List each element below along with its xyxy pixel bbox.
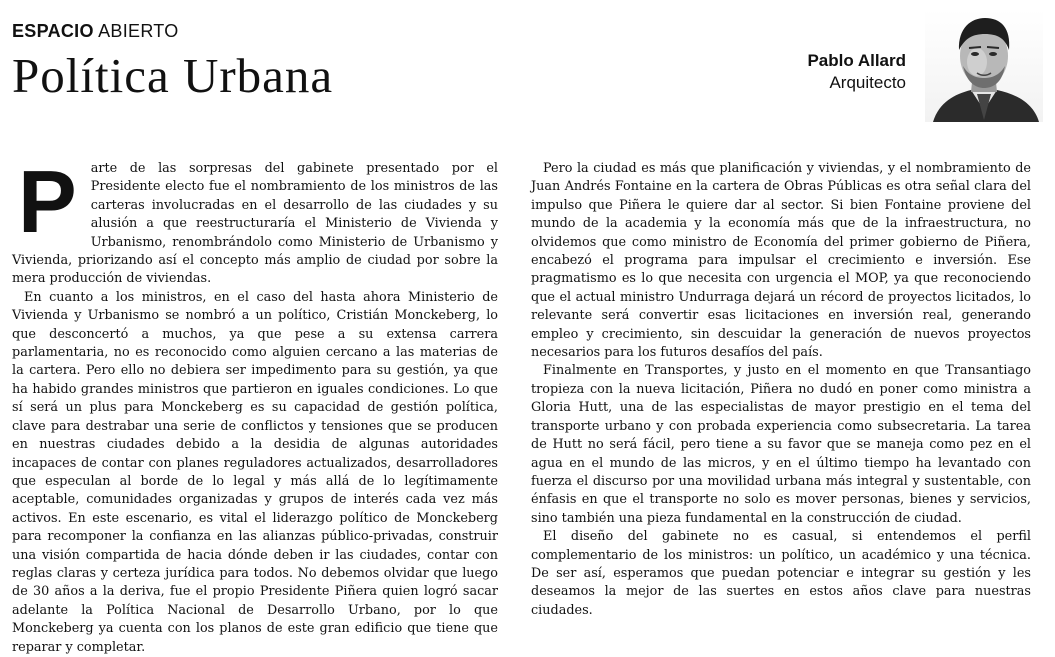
paragraph-left-2: En cuanto a los ministros, en el caso del hasta ahora Ministerio de Vivienda y Urbanismo se nombró a un político, Cristián Monckeberg, lo que desconcertó a muchos, ya que pese a su extensa carrera parlamentaria, no es reconocido como alguien cercano a las materias de la cartera. Pero ello no debiera ser impedimento para su gestión, ya que ha habido grandes ministros que partieron en iguales condiciones. Lo que sí será un plus para Monckeberg es su capacidad de gestión política, clave para destrabar una serie de conflictos y tensiones que se producen en nuestras ciudades debido a la desidia de algunas autoridades incapaces de contar con planes reguladores actualizados, desarrolladores que especulan al borde de lo legal y más allá de lo legítimamente aceptable, comunidades organizadas y grupos de interés cada vez más activos. En este escenario, es vital el liderazgo político de Monckeberg para recomponer la confianza en las alianzas público-privadas, construir una visión compartida de hacia dónde deben ir las ciudades, contar con reglas claras y certeza jurídica para todos. No debemos olvidar que luego de 30 años a la deriva, fue el propio Presidente Piñera quien logró sacar adelante la Política Nacional de Desarrollo Urbano, por lo que Monckeberg ya cuenta con los planos de este gran edificio que tiene que reparar y completar. <box>12 289 498 655</box>
section-label-regular: ABIERTO <box>98 21 179 41</box>
author-role: Arquitecto <box>829 73 906 92</box>
article-title: Política Urbana <box>12 48 334 103</box>
paragraph-right-3: El diseño del gabinete no es casual, si entendemos el perfil complementario de los ministros: un político, un académico y una técnica. De ser así, esperamos que puedan potenciar e integrar su gestión y les deseamos la mejor de las suertes en estos años clave para nuestras ciudades. <box>531 529 1031 618</box>
section-label <box>12 21 179 42</box>
article-column-right <box>531 160 1031 620</box>
author-photo <box>925 10 1043 122</box>
paragraph-right-2: Finalmente en Transportes, y justo en el momento en que Transantiago tropieza con la nueva licitación, Piñera no dudó en poner como ministra a Gloria Hutt, una de las especialistas de mayor prestigio en el tema del transporte urbano y con probada experiencia como subsecretaria. La tarea de Hutt no será fácil, pero tiene a su favor que se maneja como pez en el agua en el mundo de las micros, y en el último tiempo ha levantado con fuerza el discurso por una movilidad urbana más integral y sustentable, con énfasis en que el transporte no solo es mover personas, bienes y servicios, sino también una pieza fundamental en la construcción de ciudad. <box>531 363 1031 526</box>
paragraph-left-1 <box>12 152 498 289</box>
author-name: Pablo Allard <box>807 51 906 70</box>
article-column-left <box>12 152 498 657</box>
paragraph-right-1: Pero la ciudad es más que planificación y viviendas, y el nombramiento de Juan Andrés Fontaine en la cartera de Obras Públicas es otra señal clara del impulso que Piñera le quiere dar al sector. Si bien Fontaine proviene del mundo de la academia y la economía más que de la infraestructura, no olvidemos que como ministro de Economía del primer gobierno de Piñera, encabezó el programa para impulsar el crecimiento e inversión. Ese pragmatismo es lo que necesita con urgencia el MOP, ya que reconociendo que el actual ministro Undurraga dejará un récord de proyectos licitados, lo relevante será convertir esas licitaciones en inversión real, generando empleo y crecimiento, sin descuidar la generación de nuevos proyectos necesarios para los futuros desafíos del país. <box>531 161 1031 361</box>
author-block <box>807 50 906 94</box>
section-label-bold: ESPACIO <box>12 21 94 41</box>
paragraph-left-1-text: arte de las sorpresas del gabinete presentado por el Presidente electo fue el nombramiento de los ministros de las carteras involucradas en el desarrollo de las ciudades y su alusión a que reestructuraría el Ministerio de Vivienda y Urbanismo, renombrándolo como Ministerio de Urbanismo y Vivienda, priorizando así el concepto más amplio de ciudad por sobre la mera producción de viviendas. <box>12 161 498 287</box>
drop-cap: P <box>18 152 77 251</box>
